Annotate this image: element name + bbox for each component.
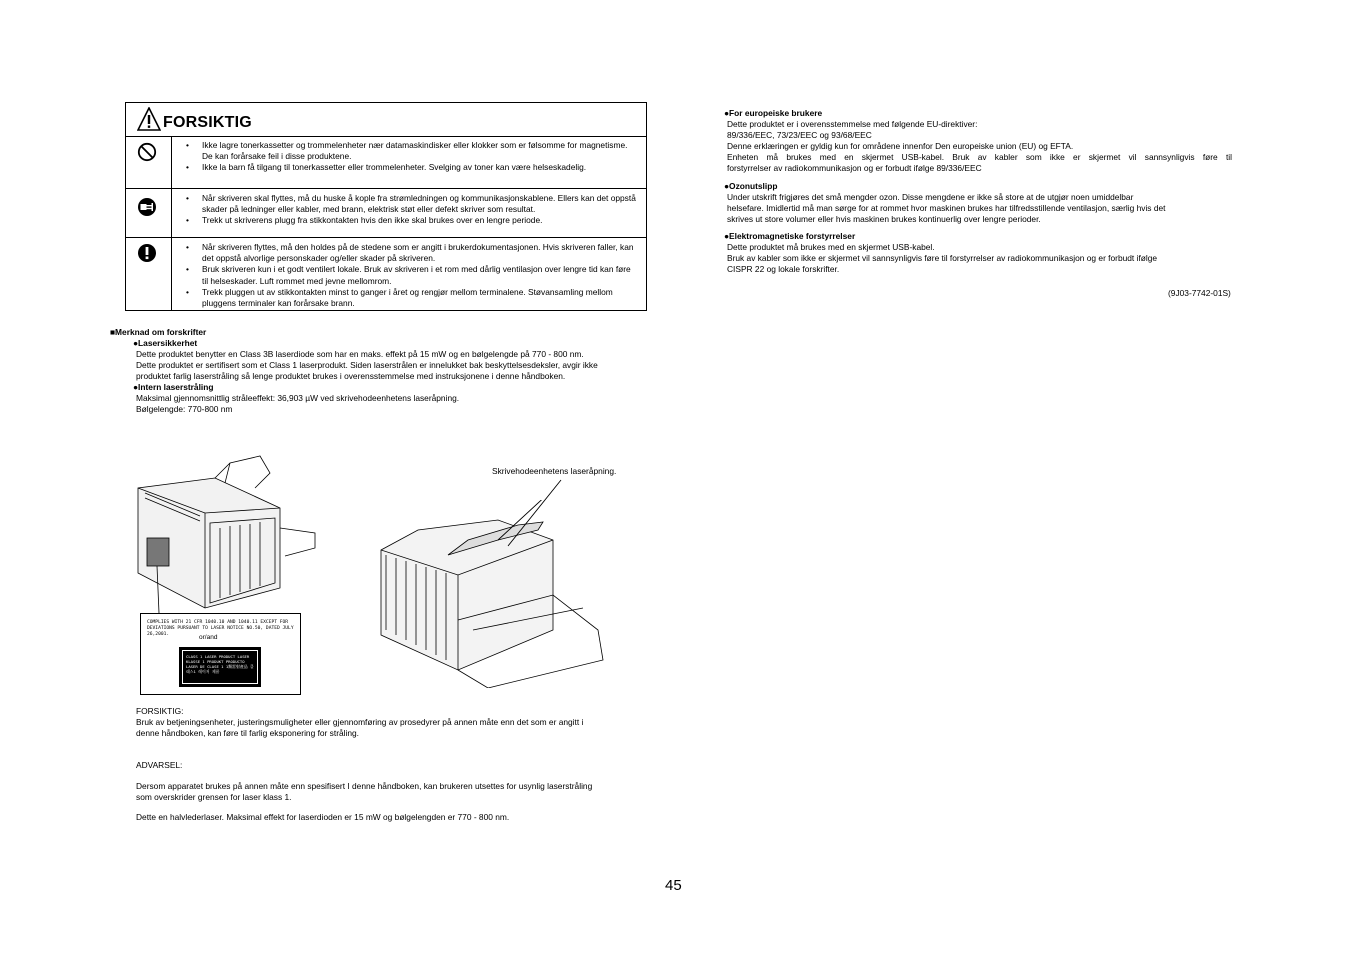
printer-side-illustration xyxy=(135,448,317,613)
caution-item: • Trekk pluggen ut av stikkontakten minst to ganger i året og rengjør mellom terminalene. Støvansamling mellom pluggens terminaler kan forårsake brann. xyxy=(186,287,636,309)
caution-table xyxy=(125,102,647,311)
unplug-icon xyxy=(137,197,157,217)
internal-laser-line: Bølgelengde: 770-800 nm xyxy=(136,404,233,414)
emc-line: Dette produktet må brukes med en skjermet USB-kabel. xyxy=(727,242,935,252)
caution-item: • Ikke la barn få tilgang til tonerkassetter eller trommelenheter. Svelging av toner kan være helseskadelig. xyxy=(186,162,636,173)
caution-row xyxy=(126,189,646,238)
caution-header xyxy=(126,103,646,137)
warning-line: som overskrider grensen for laser klass 1. xyxy=(136,792,292,802)
emc-heading: ●Elektromagnetiske forstyrrelser xyxy=(724,231,856,241)
caution-item: • Bruk skriveren kun i et godt ventilert lokale. Bruk av skriveren i et rom med dårlig ventilasjon over lengre tid kan føre til helseskader. Luft rommet med jevne mellomrom. xyxy=(186,264,636,286)
caution-list xyxy=(186,193,636,227)
class1-label-text: CLASS 1 LASER PRODUCT LASER KLASSE 1 PRODUKT PRODUCTO LASER DE CLASE 1 1類雷射產品 클래스1 레이저 제품 xyxy=(182,650,258,684)
semiconductor-note: Dette en halvlederlaser. Maksimal effekt for laserdioden er 15 mW og bølgelengden er 770 - 800 nm. xyxy=(136,812,510,822)
caution-title: FORSIKTIG xyxy=(163,114,252,131)
internal-laser-heading: ●Intern laserstråling xyxy=(133,382,214,392)
ozone-line: Under utskrift frigjøres det små mengder ozon. Disse mengdene er ikke så store at de utgjør noen umiddelbar xyxy=(727,192,1134,202)
emc-line: CISPR 22 og lokale forskrifter. xyxy=(727,264,840,274)
eu-heading: ●For europeiske brukere xyxy=(724,108,823,118)
caution-item: • Trekk ut skriverens plugg fra stikkontakten hvis den ikke skal brukes over en lengre periode. xyxy=(186,215,636,226)
ozone-line: helsefare. Imidlertid må man sørge for at rommet hvor maskinen brukes har tilfredsstillende ventilasjon, særlig hvis det xyxy=(727,203,1166,213)
document-code: (9J03-7742-01S) xyxy=(1168,288,1231,298)
compliance-text: COMPLIES WITH 21 CFR 1040.10 AND 1040.11 EXCEPT FOR DEVIATIONS PURSUANT TO LASER NOTICE NO.50, DATED JULY 26,2001. xyxy=(147,620,294,637)
eu-line: Enheten må brukes med en skjermet USB-kabel. Bruk av kabler som ikke er skjermet vil sannsynligvis føre til xyxy=(727,152,1232,162)
ozone-heading: ●Ozonutslipp xyxy=(724,181,778,191)
laser-safety-line: Dette produktet benytter en Class 3B laserdiode som har en maks. effekt på 15 mW og en bølgelengde på 770 - 800 nm. xyxy=(136,349,584,359)
laser-aperture-callout: Skrivehodeenhetens laseråpning. xyxy=(492,466,617,476)
caution-item: • Når skriveren skal flyttes, må du huske å kople fra strømledningen og kommunikasjonskablene. Ellers kan det oppstå skader på ledninger eller kabler, med brann, elektrisk støt eller defekt skriver som resultat. xyxy=(186,193,636,215)
warning-triangle-icon xyxy=(137,107,161,131)
laser-label-panel xyxy=(140,613,301,695)
callout-line xyxy=(505,478,565,548)
warning-label: ADVARSEL: xyxy=(136,760,183,770)
laser-safety-line: Dette produktet er sertifisert som et Class 1 laserprodukt. Siden laserstrålen er innelukket bak beskyttelsesdeksler, avgir ikke xyxy=(136,360,598,370)
eu-line: 89/336/EEC, 73/23/EEC og 93/68/EEC xyxy=(727,130,872,140)
laser-safety-line: produktet farlig laserstråling så lenge produktet brukes i overensstemmelse med instruksjonene i denne håndboken. xyxy=(136,371,566,381)
caution-list xyxy=(186,140,636,174)
prohibited-icon xyxy=(137,142,157,162)
or-and-text: or/and xyxy=(199,634,218,641)
warning-line: Dersom apparatet brukes på annen måte enn spesifisert I denne håndboken, kan brukeren utsettes for usynlig laserstråling xyxy=(136,781,593,791)
regulations-heading: ■Merknad om forskrifter xyxy=(110,327,207,337)
class1-laser-label xyxy=(179,647,261,687)
caution-row xyxy=(126,136,646,189)
eu-line: Dette produktet er i overensstemmelse med følgende EU-direktiver: xyxy=(727,119,978,129)
internal-laser-line: Maksimal gjennomsnittlig stråleeffekt: 36,903 µW ved skrivehodeenhetens laseråpning. xyxy=(136,393,460,403)
eu-line: forstyrrelser av radiokommunikasjon og er forbudt ifølge 89/336/EEC xyxy=(727,163,982,173)
caution-line: denne håndboken, kan føre til farlig eksponering for stråling. xyxy=(136,728,360,738)
laser-safety-heading: ●Lasersikkerhet xyxy=(133,338,198,348)
caution-item: • Når skriveren flyttes, må den holdes på de stedene som er angitt i brukerdokumentasjonen. Hvis skriveren faller, kan det oppstå alvorlige personskader og/eller skader på skriveren. xyxy=(186,242,636,264)
caution-item: • Ikke lagre tonerkassetter og trommelenheter nær datamaskindisker eller klokker som er følsomme for magnetisme. De kan forårsake feil i disse produktene. xyxy=(186,140,636,162)
caution-row xyxy=(126,238,646,310)
caution-line: Bruk av betjeningsenheter, justeringsmuligheter eller gjennomføring av prosedyrer på annen måte enn det som er angitt i xyxy=(136,717,584,727)
ozone-line: skrives ut store volumer eller hvis maskinen brukes kontinuerlig over lengre perioder. xyxy=(727,214,1041,224)
printer-front-illustration xyxy=(378,500,606,688)
page-number: 45 xyxy=(665,877,682,894)
exclamation-icon xyxy=(137,243,157,263)
emc-line: Bruk av kabler som ikke er skjermet vil sannsynligvis føre til forstyrrelser av radiokommunikasjon og er forbudt ifølge xyxy=(727,253,1158,263)
caution-label: FORSIKTIG: xyxy=(136,706,184,716)
eu-line: Denne erklæringen er gyldig kun for områdene innenfor Den europeiske union (EU) og EFTA. xyxy=(727,141,1074,151)
caution-list xyxy=(186,242,636,309)
